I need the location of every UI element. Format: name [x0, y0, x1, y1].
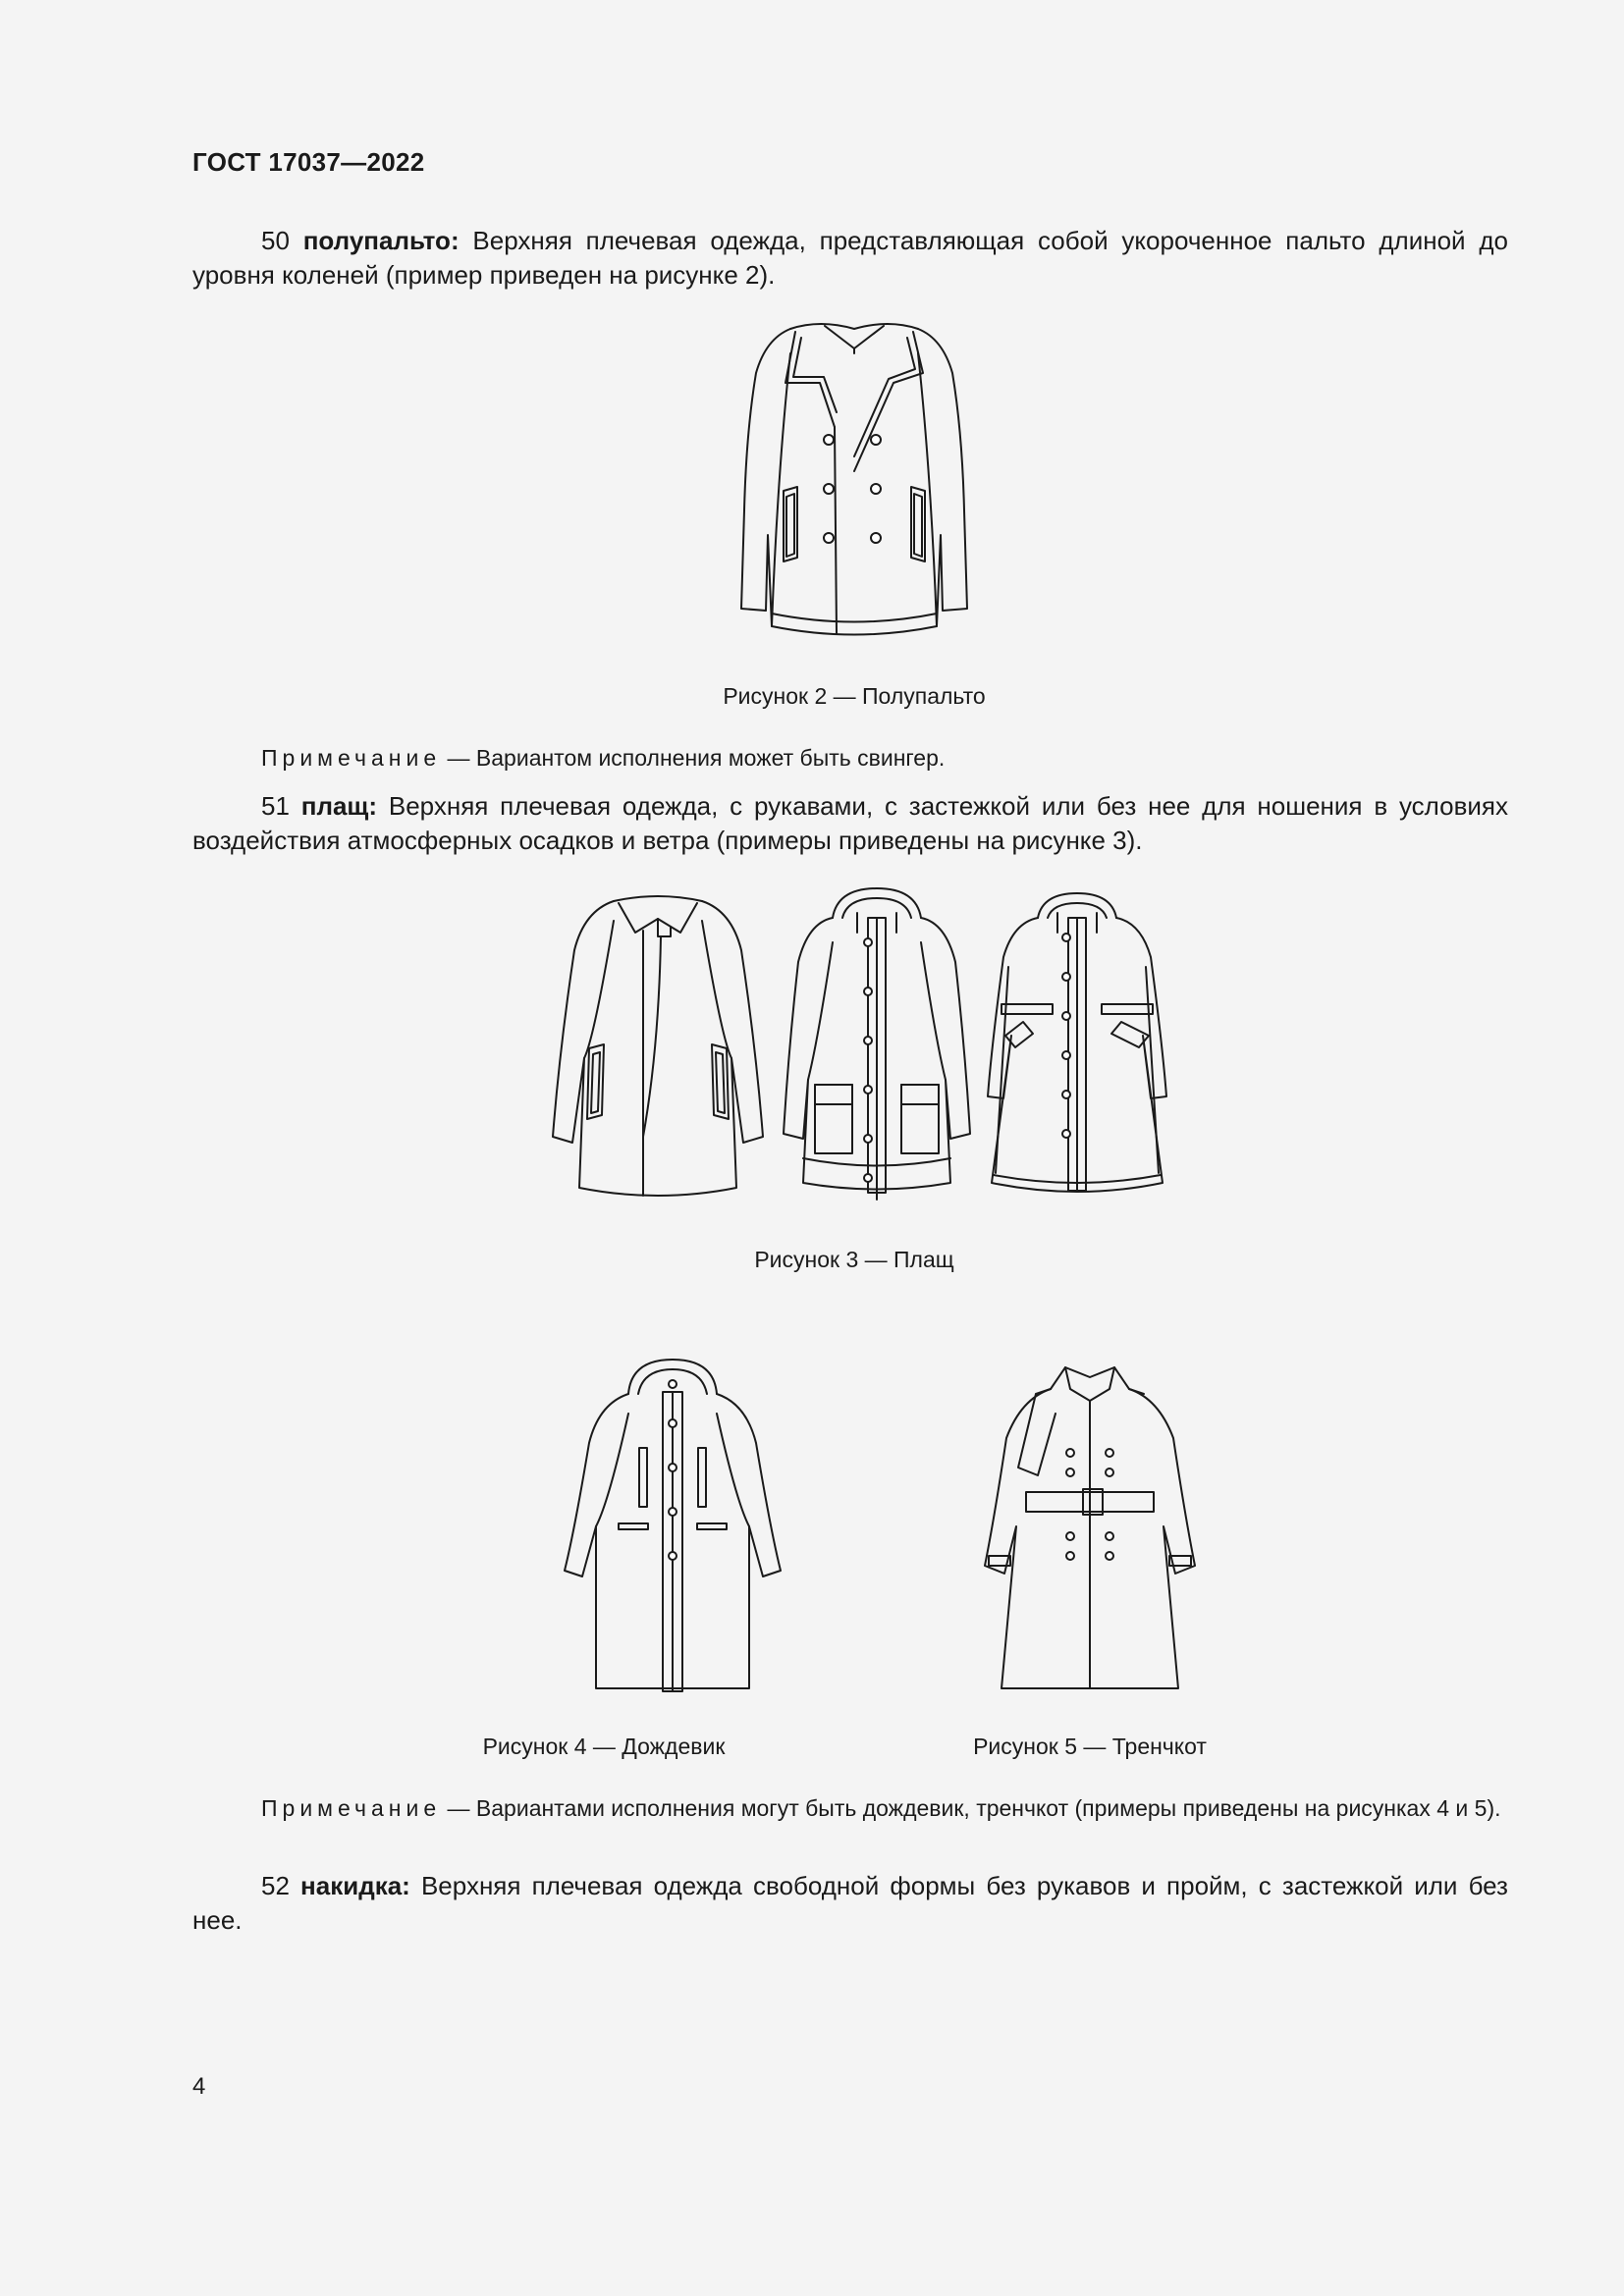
definition-text: Верхняя плечевая одежда, с рукавами, с застежкой или без нее для ношения в условиях воздействия атмосферных осадков и ветра (примеры приведены на рисунке 3). — [192, 791, 1508, 855]
item-number: 50 — [261, 226, 290, 255]
document-header: ГОСТ 17037—2022 — [192, 147, 425, 177]
note-text: — Вариантами исполнения могут быть дождевик, тренчкот (примеры приведены на рисунках 4 и 5). — [447, 1795, 1501, 1821]
definition-text: Верхняя плечевая одежда свободной формы без рукавов и пройм, с застежкой или без нее. — [192, 1871, 1508, 1935]
figure-3-raincoat-3-drawing — [984, 888, 1170, 1202]
page-number: 4 — [192, 2073, 206, 2100]
term: плащ: — [300, 791, 378, 821]
item-number: 52 — [261, 1871, 290, 1900]
figure-4-caption: Рисунок 4 — Дождевик — [482, 1734, 726, 1759]
item-number: 51 — [261, 791, 290, 821]
definition-50 — [192, 224, 1508, 293]
figure-4-rain-jacket-drawing — [555, 1355, 790, 1698]
figure-2-half-coat-drawing — [727, 314, 982, 648]
note-1 — [192, 742, 1508, 774]
note-label: Примечание — [261, 745, 442, 771]
definition-text: Верхняя плечевая одежда, представляющая собой укороченное пальто длиной до уровня коленей (пример приведен на рисунке 2). — [192, 226, 1508, 290]
figure-3-caption: Рисунок 3 — Плащ — [754, 1247, 954, 1272]
definition-51 — [192, 789, 1508, 858]
note-2 — [192, 1792, 1508, 1824]
note-label: Примечание — [261, 1795, 442, 1821]
figure-3-raincoat-1-drawing — [545, 891, 771, 1205]
term: накидка: — [300, 1871, 410, 1900]
definition-52 — [192, 1869, 1508, 1938]
figure-2-caption: Рисунок 2 — Полупальто — [723, 683, 986, 709]
figure-3-raincoat-2-drawing — [774, 883, 980, 1207]
figure-5-caption: Рисунок 5 — Тренчкот — [973, 1734, 1207, 1759]
note-text: — Вариантом исполнения может быть свингер. — [447, 745, 946, 771]
term: полупальто: — [302, 226, 460, 255]
figure-5-trench-coat-drawing — [977, 1360, 1203, 1693]
